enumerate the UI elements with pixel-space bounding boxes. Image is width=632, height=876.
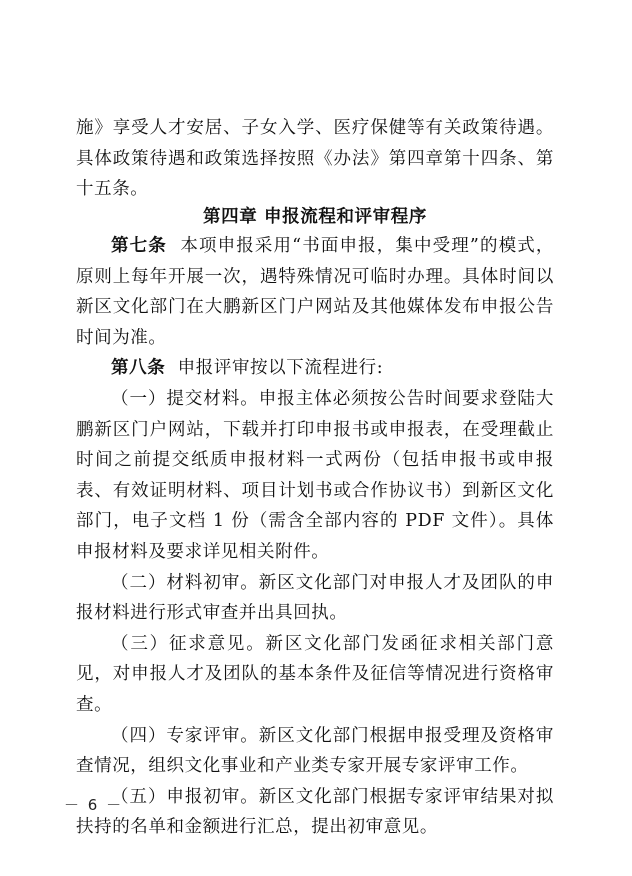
step-2-text: 新区文化部门对申报人才及团队的申报材料进行形式审查并出具回执。	[76, 572, 554, 624]
step-1-text: 申报主体必须按公告时间要求登陆大鹏新区门户网站，下载并打印申报书或申报表，在受理截止时间之前提交纸质申报材料一式两份（包括申报书或申报表、有效证明材料、项目计划书或合作协议书）到新区文化部门，电子文档 1 份（需含全部内容的 PDF 文件）。具体申报材料及要求详见相关附件。	[76, 388, 554, 562]
article-8-label: 第八条	[111, 358, 166, 379]
page-number: － 6 －	[64, 796, 124, 814]
step-2-paragraph	[76, 568, 554, 629]
step-1-label: （一）提交材料。	[111, 388, 259, 409]
chapter-heading: 第四章 申报流程和评审程序	[203, 207, 427, 227]
step-4-text: 新区文化部门根据申报受理及资格审查情况，组织文化事业和产业类专家开展专家评审工作。	[76, 725, 554, 777]
article-8-paragraph	[76, 353, 554, 384]
article-7-label: 第七条	[111, 236, 167, 256]
step-5-text: 新区文化部门根据专家评审结果对拟扶持的名单和金额进行汇总，提出初审意见。	[76, 786, 554, 838]
step-1-paragraph	[76, 384, 554, 568]
step-5-paragraph	[76, 782, 554, 843]
step-3-label: （三）征求意见。	[111, 633, 266, 654]
intro-paragraph: 施》享受人才安居、子女入学、医疗保健等有关政策待遇。具体政策待遇和政策选择按照《办法》第四章第十四条、第十五条。	[76, 118, 554, 200]
step-3-paragraph	[76, 629, 554, 721]
body-block	[76, 231, 554, 843]
step-4-paragraph	[76, 721, 554, 782]
step-5-label: （五）申报初审。	[111, 786, 259, 807]
article-8-text: 申报评审按以下流程进行:	[177, 358, 384, 379]
intro-block	[76, 113, 554, 205]
article-7-text: 本项申报采用“书面申报，集中受理”的模式，原则上每年开展一次，遇特殊情况可临时办理。具体时间以新区文化部门在大鹏新区门户网站及其他媒体发布申报公告时间为准。	[76, 236, 554, 348]
step-2-label: （二）材料初审。	[111, 572, 259, 593]
step-4-label: （四）专家评审。	[111, 725, 259, 746]
step-3-text: 新区文化部门发函征求相关部门意见，对申报人才及团队的基本条件及征信等情况进行资格审查。	[76, 633, 554, 715]
article-7-paragraph	[76, 231, 554, 353]
